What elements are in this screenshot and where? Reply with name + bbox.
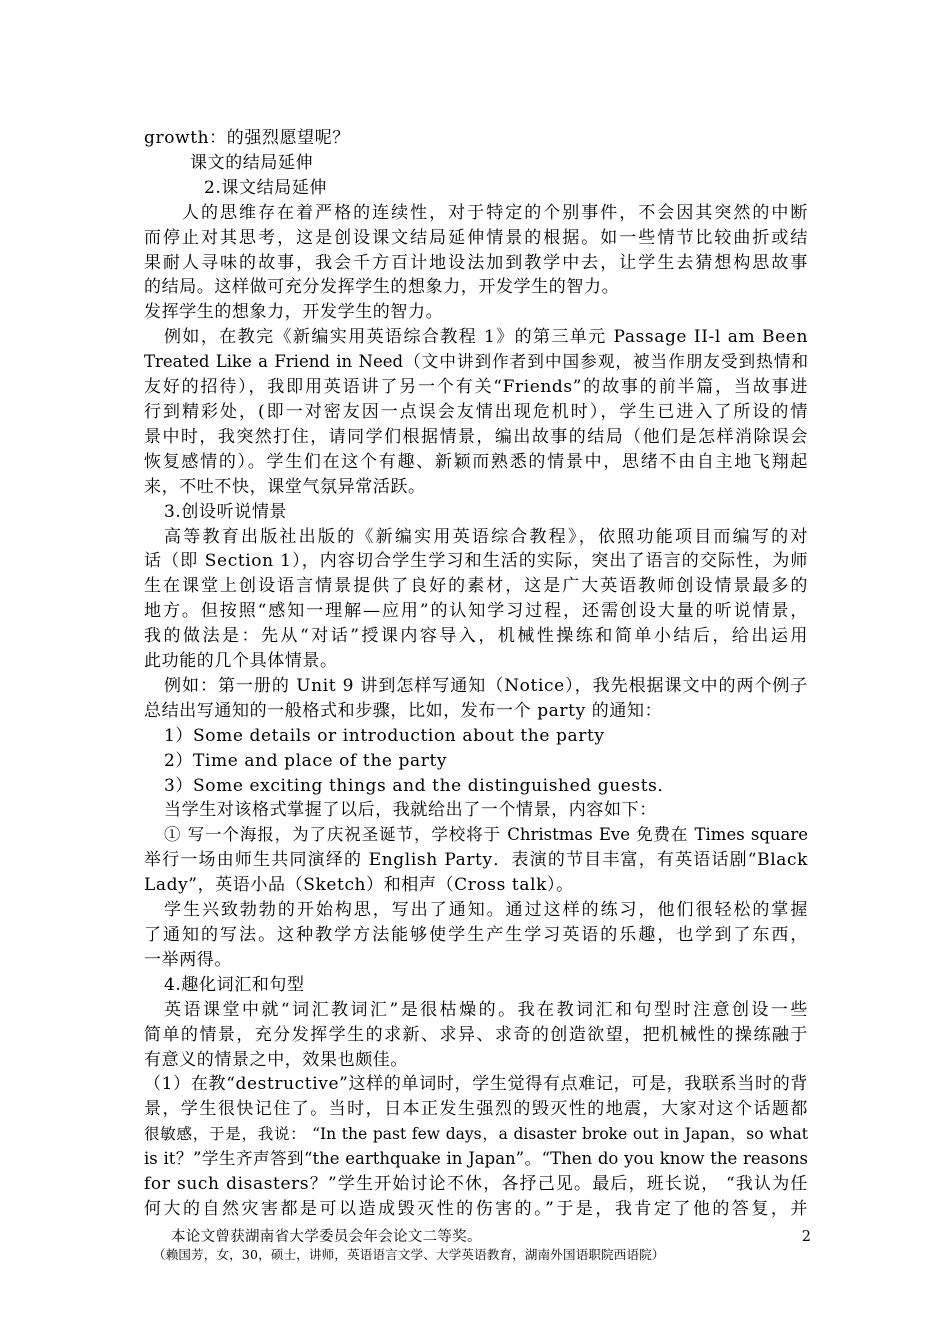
text-line: is it？”学生齐声答到“the earthquake in Japan”。“Then do you know the reasons xyxy=(144,1149,808,1169)
text-line: 举行一场由师生共同演绎的 English Party．表演的节目丰富，有英语话剧“Black xyxy=(144,850,808,871)
text-line: growth：的强烈愿望呢？ xyxy=(144,128,350,148)
text-line: 很敏感，于是，我说： “In the past few days，a disaster broke out in Japan，so what xyxy=(144,1125,808,1144)
text-line: 英语课堂中就“词汇教词汇”是很枯燥的。我在教词汇和句型时注意创设一些 xyxy=(164,999,808,1020)
text-line: 来，不吐不快，课堂气氛异常活跃。 xyxy=(144,476,426,497)
text-line: 学生兴致勃勃的开始构思，写出了通知。通过这样的练习，他们很轻松的掌握 xyxy=(164,900,808,921)
text-line: 2）Time and place of the party xyxy=(164,750,448,771)
text-line: 人的思维存在着严格的连续性，对于特定的个别事件，不会因其突然的中断 xyxy=(182,202,808,223)
text-line: 话（即 Section 1），内容切合学生学习和生活的实际，突出了语言的交际性，为师 xyxy=(144,551,808,572)
text-line: 景，学生很快记住了。当时，日本正发生强烈的毁灭性的地震，大家对这个话题都 xyxy=(144,1099,808,1120)
text-line: 例如：第一册的 Unit 9 讲到怎样写通知（Notice），我先根据课文中的两个例子 xyxy=(164,675,808,696)
footer-author-info: （赖国芳，女，30，硕士，讲师，英语语言文学、大学英语教育，湖南外国语职院西语院） xyxy=(153,1247,665,1262)
text-line: 何大的自然灾害都是可以造成毁灭性的伤害的。”于是，我肯定了他的答复，并 xyxy=(144,1198,808,1219)
text-line: 恢复感情的）。学生们在这个有趣、新颖而熟悉的情景中，思绪不由自主地飞翔起 xyxy=(144,451,808,472)
text-line: 行到精彩处，(即一对密友因一点误会友情出现危机时），学生已进入了所设的情 xyxy=(144,401,808,422)
footer xyxy=(153,1228,811,1263)
text-line: 2.课文结局延伸 xyxy=(204,177,328,198)
text-line: Lady”，英语小品（Sketch）和相声（Cross talk）。 xyxy=(144,875,574,896)
text-line: （1）在教“destructive”这样的单词时，学生觉得有点难记，可是，我联系当时的背 xyxy=(144,1074,808,1095)
text-line: 有意义的情景之中，效果也颇佳。 xyxy=(144,1049,408,1070)
text-line: 而停止对其思考，这是创设课文结局延伸情景的根据。如一些情节比较曲折或结 xyxy=(144,227,808,248)
text-line: Treated Like a Friend in Need（文中讲到作者到中国参观，被当作朋友受到热情和 xyxy=(144,352,808,372)
text-line: 果耐人寻味的故事，我会千方百计地设法加到教学中去，让学生去猜想构思故事 xyxy=(144,252,808,273)
document-body xyxy=(144,126,808,1222)
text-line: 友好的招待），我即用英语讲了另一个有关“Friends”的故事的前半篇，当故事进 xyxy=(144,377,808,398)
text-line: 景中时，我突然打住，请同学们根据情景，编出故事的结局（他们是怎样消除误会 xyxy=(144,426,808,447)
text-line: 课文的结局延伸 xyxy=(190,152,314,173)
text-line: 简单的情景，充分发挥学生的求新、求异、求奇的创造欲望，把机械性的操练融于 xyxy=(144,1024,808,1045)
text-line: 例如，在教完《新编实用英语综合教程 1》的第三单元 Passage II-l am Been xyxy=(164,327,808,348)
text-line: 的结局。这样做可充分发挥学生的想象力，开发学生的智力。 xyxy=(144,277,620,298)
text-line: 高等教育出版社出版的《新编实用英语综合教程》，依照功能项目而编写的对 xyxy=(164,526,808,547)
text-line: 4.趣化词汇和句型 xyxy=(164,974,305,995)
text-line: 地方。但按照“感知一理解—应用”的认知学习过程，还需创设大量的听说情景， xyxy=(144,601,808,622)
text-line: for such disasters？”学生开始讨论不休，各抒己见。最后，班长说， “我认为任 xyxy=(144,1174,808,1195)
footer-note: 本论文曾获湖南省大学委员会年会论文二等奖。 xyxy=(171,1229,482,1245)
text-line: 我的做法是：先从“对话”授课内容导入，机械性操练和简单小结后，给出运用 xyxy=(144,626,808,647)
text-line: 3.创设听说情景 xyxy=(164,501,288,522)
text-line: 总结出写通知的一般格式和步骤，比如，发布一个 party 的通知： xyxy=(144,700,663,721)
text-line: 生在课堂上创设语言情景提供了良好的素材，这是广大英语教师创设情景最多的 xyxy=(144,576,808,597)
text-line: 1）Some details or introduction about the party xyxy=(164,725,605,746)
text-line: 了通知的写法。这种教学方法能够使学生产生学习英语的乐趣，也学到了东西， xyxy=(144,925,808,945)
text-line: 发挥学生的想象力，开发学生的智力。 xyxy=(144,302,444,323)
page-number: 2 xyxy=(801,1229,811,1245)
text-line: 此功能的几个具体情景。 xyxy=(144,651,338,672)
text-line: ① 写一个海报，为了庆祝圣诞节，学校将于 Christmas Eve 免费在 Times square xyxy=(164,825,808,845)
text-line: 当学生对该格式掌握了以后，我就给出了一个情景，内容如下： xyxy=(164,800,657,821)
text-line: 一举两得。 xyxy=(144,949,232,970)
text-line: 3）Some exciting things and the distinguished guests． xyxy=(164,775,676,796)
